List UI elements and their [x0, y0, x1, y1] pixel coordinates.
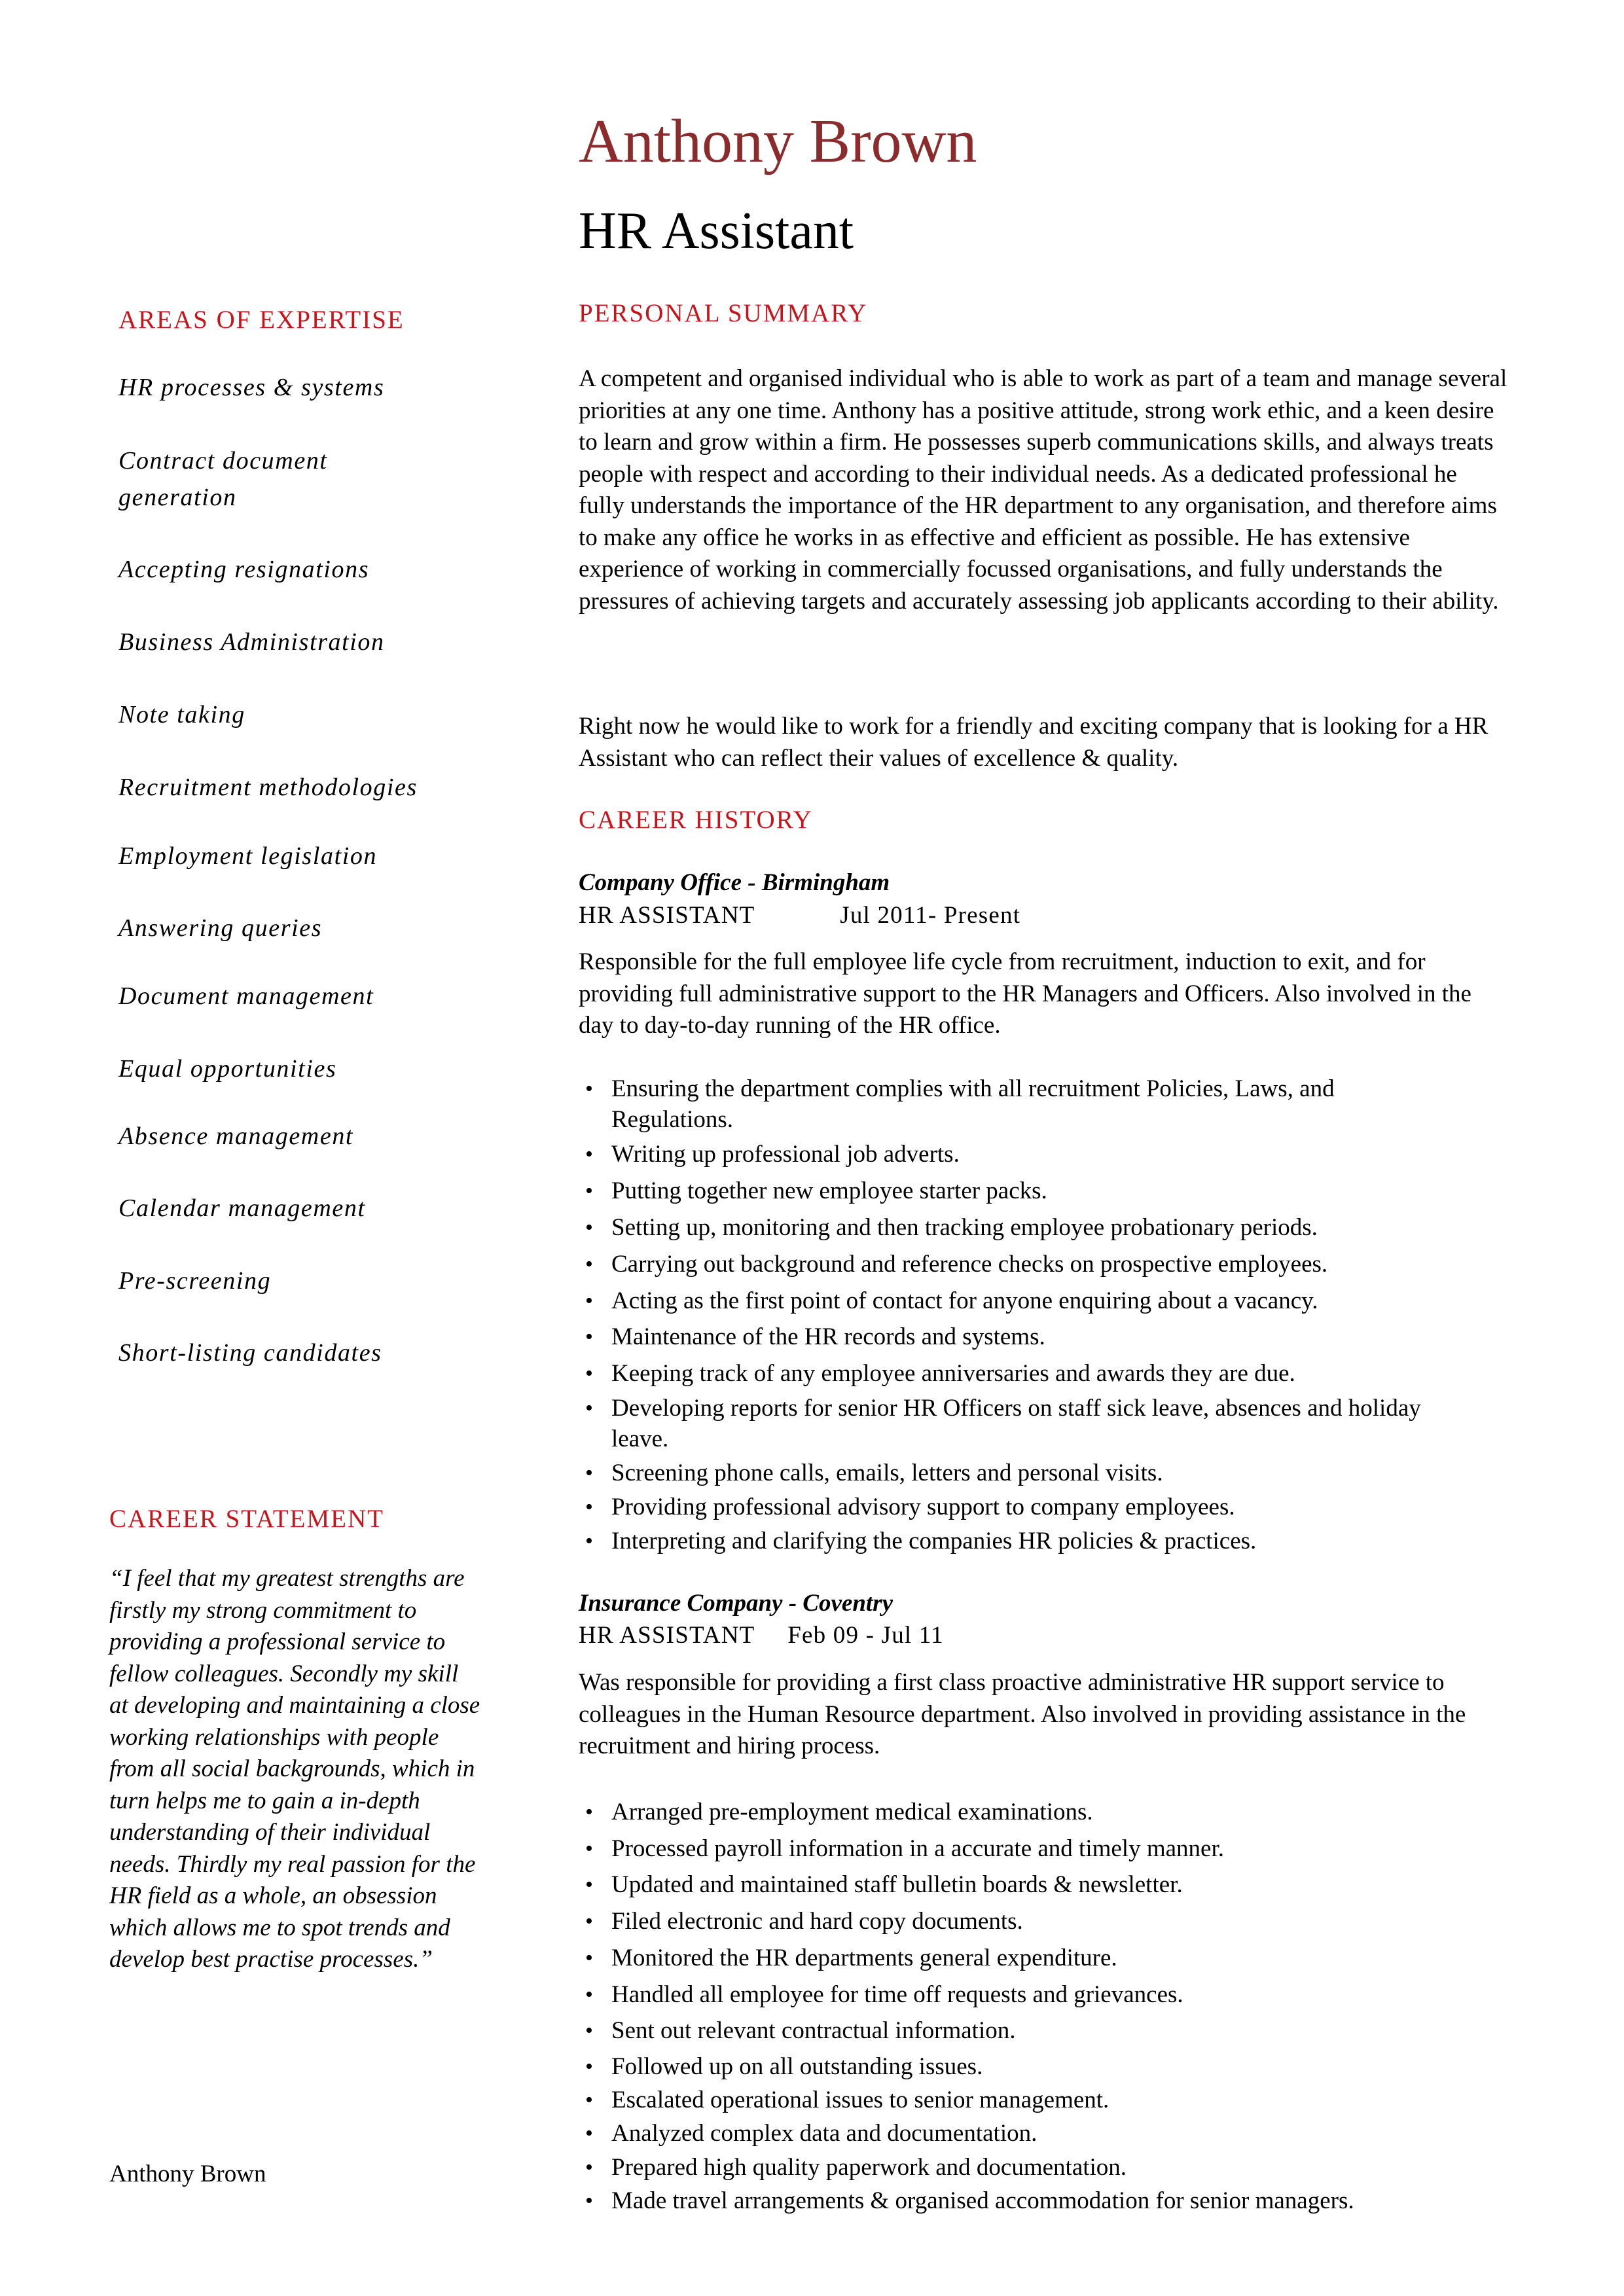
duty-item: • Processed payroll information in a accurate and timely manner.	[579, 1833, 1508, 1864]
duty-item: • Arranged pre-employment medical examinations.	[579, 1797, 1508, 1827]
duty-item: • Updated and maintained staff bulletin boards & newsletter.	[579, 1869, 1508, 1900]
summary-paragraph: A competent and organised individual who is able to work as part of a team and manage several priorities at any one time. Anthony has a positive attitude, strong work ethic, and a keen desire to learn and grow within a firm. He possesses superb communications skills, and always treats people with respect and according to their individual needs. As a dedicated professional he fully understands the importance of the HR department to any organisation, and therefore aims to make any office he works in as effective and efficient as possible. He has extensive experience of working in commercially focussed organisations, and fully understands the pressures of achieving targets and accurately assessing job applicants according to their ability.	[579, 365, 1507, 615]
skill-item: Absence management	[118, 1122, 354, 1150]
skill-item: Document management	[118, 982, 374, 1010]
job-position: HR ASSISTANT	[579, 1622, 755, 1649]
duty-item: • Interpreting and clarifying the companies HR policies & practices.	[579, 1526, 1508, 1556]
career-statement-text: “I feel that my greatest strengths are firstly my strong commitment to providing a professional service to fellow colleagues. Secondly my skill at developing and maintaining a close working relationships with people from all social backgrounds, which in turn helps me to gain a in-depth understanding of their individual needs. Thirdly my real passion for the HR field as a whole, an obsession which allows me to spot trends and develop best practise processes.”	[109, 1565, 480, 1973]
duty-item: • Made travel arrangements & organised accommodation for senior managers.	[579, 2185, 1508, 2216]
duty-item: • Writing up professional job adverts.	[579, 1139, 1508, 1170]
personal-summary-heading: PERSONAL SUMMARY	[579, 299, 868, 327]
skill-item: Business Administration	[118, 628, 385, 656]
job-dates: Feb 09 - Jul 11	[787, 1622, 944, 1649]
duty-item: • Sent out relevant contractual information.	[579, 2015, 1508, 2046]
skill-item: Pre-screening	[118, 1267, 272, 1295]
job-position-line	[579, 900, 1020, 931]
duty-item: • Filed electronic and hard copy documents.	[579, 1906, 1508, 1937]
duty-item: • Putting together new employee starter packs.	[579, 1175, 1508, 1206]
duty-item: • Ensuring the department complies with all recruitment Policies, Laws, and Regulations.	[579, 1073, 1430, 1135]
skill-item: Accepting resignations	[118, 556, 370, 583]
duty-item: • Setting up, monitoring and then tracking employee probationary periods.	[579, 1212, 1508, 1243]
skill-item: Contract document generation	[118, 447, 328, 511]
career-statement-heading: CAREER STATEMENT	[109, 1505, 384, 1533]
areas-of-expertise-heading: AREAS OF EXPERTISE	[118, 306, 405, 334]
duty-item: • Prepared high quality paperwork and documentation.	[579, 2152, 1508, 2183]
duty-item: • Keeping track of any employee anniversaries and awards they are due.	[579, 1358, 1508, 1389]
duty-item: • Developing reports for senior HR Officers on staff sick leave, absences and holiday leave.	[579, 1393, 1436, 1454]
skill-item: Calendar management	[118, 1194, 366, 1222]
career-history-heading: CAREER HISTORY	[579, 806, 813, 834]
duty-item: • Monitored the HR departments general expenditure.	[579, 1943, 1508, 1973]
job-description: Was responsible for providing a first class proactive administrative HR support service to colleagues in the Human Resource department. Also involved in providing assistance in the recruitment and hiring process.	[579, 1669, 1466, 1759]
job-company: Company Office - Birmingham	[579, 869, 890, 896]
duty-item: • Handled all employee for time off requests and grievances.	[579, 1979, 1508, 2010]
duty-item: • Carrying out background and reference checks on prospective employees.	[579, 1249, 1508, 1280]
duty-item: • Analyzed complex data and documentation.	[579, 2118, 1508, 2149]
skill-item: HR processes & systems	[118, 374, 385, 401]
duty-item: • Acting as the first point of contact for anyone enquiring about a vacancy.	[579, 1285, 1508, 1316]
job-position-line	[579, 1620, 944, 1651]
skill-item: Equal opportunities	[118, 1055, 337, 1083]
job-description: Responsible for the full employee life cycle from recruitment, induction to exit, and for providing full administrative support to the HR Managers and Officers. Also involved in the day to day-to-day running of the HR office.	[579, 948, 1471, 1039]
candidate-name: Anthony Brown	[579, 107, 977, 175]
skill-item: Employment legislation	[118, 842, 378, 870]
signature-name: Anthony Brown	[109, 2161, 266, 2187]
job-company: Insurance Company - Coventry	[579, 1590, 893, 1617]
skill-item: Recruitment methodologies	[118, 774, 418, 801]
skill-item: Note taking	[118, 701, 245, 728]
duty-item: • Maintenance of the HR records and systems.	[579, 1321, 1508, 1352]
duty-item: • Followed up on all outstanding issues.	[579, 2051, 1508, 2082]
job-position: HR ASSISTANT	[579, 902, 755, 929]
summary-paragraph: Right now he would like to work for a friendly and exciting company that is looking for a HR Assistant who can reflect their values of excellence & quality.	[579, 713, 1489, 772]
job-dates: Jul 2011- Present	[840, 902, 1021, 929]
duty-item: • Escalated operational issues to senior management.	[579, 2085, 1508, 2115]
skill-item: Short-listing candidates	[118, 1339, 382, 1367]
duty-item: • Screening phone calls, emails, letters and personal visits.	[579, 1458, 1508, 1488]
duty-item: • Providing professional advisory support to company employees.	[579, 1492, 1508, 1522]
job-title: HR Assistant	[579, 202, 854, 260]
skill-item: Answering queries	[118, 914, 323, 942]
